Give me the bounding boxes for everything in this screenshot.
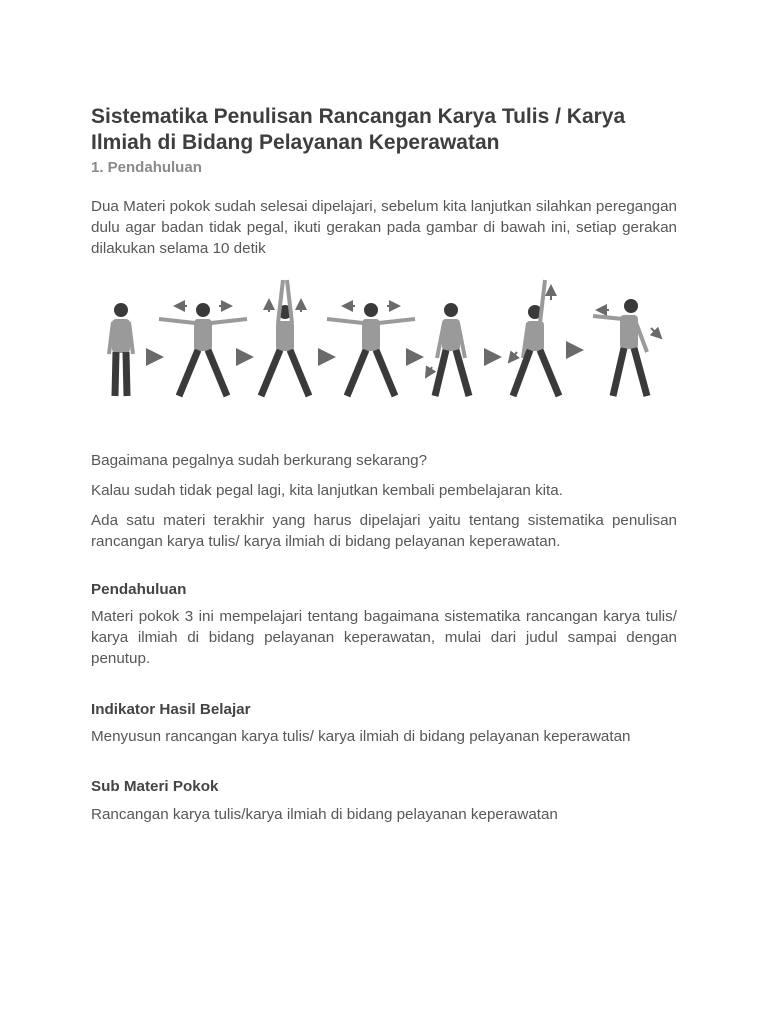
figure-arms-up bbox=[261, 280, 309, 396]
section-heading-pendahuluan: Pendahuluan bbox=[91, 581, 187, 598]
figure-arms-out bbox=[159, 303, 247, 396]
question-paragraph: Bagaimana pegalnya sudah berkurang sekarang? bbox=[91, 452, 428, 469]
section-body-pendahuluan: Materi pokok 3 ini mempelajari tentang bagaimana sistematika rancangan karya tulis/ karya ilmiah di bidang pelayanan keperawatan, mulai dari judul sampai dengan penutup. bbox=[91, 608, 677, 667]
section-body-indikator: Menyusun rancangan karya tulis/ karya ilmiah di bidang pelayanan keperawatan bbox=[91, 728, 631, 745]
figure-one-arm-up bbox=[513, 280, 559, 396]
figure-standing bbox=[109, 303, 133, 396]
document-subtitle: 1. Pendahuluan bbox=[91, 159, 202, 176]
continue-paragraph: Kalau sudah tidak pegal lagi, kita lanjutkan kembali pembelajaran kita. bbox=[91, 482, 563, 499]
intro-paragraph: Dua Materi pokok sudah selesai dipelajari, sebelum kita lanjutkan silahkan peregangan dulu agar badan tidak pegal, ikuti gerakan pada gambar di bawah ini, setiap gerakan dilakukan selama 10 detik bbox=[91, 198, 677, 257]
document-content bbox=[91, 104, 677, 825]
last-material-paragraph: Ada satu materi terakhir yang harus dipelajari yaitu tentang sistematika penulisan rancangan karya tulis/ karya ilmiah di bidang pelayanan keperawatan. bbox=[91, 512, 677, 550]
figure-arms-out-2 bbox=[327, 303, 415, 396]
figure-side-lean bbox=[435, 303, 469, 396]
stretching-illustration bbox=[99, 272, 685, 410]
section-heading-sub-materi: Sub Materi Pokok bbox=[91, 778, 219, 795]
document-title: Sistematika Penulisan Rancangan Karya Tulis / Karya Ilmiah di Bidang Pelayanan Keperawatan bbox=[91, 105, 626, 154]
stretching-figures-image bbox=[99, 272, 669, 410]
section-heading-indikator: Indikator Hasil Belajar bbox=[91, 701, 251, 718]
section-body-sub-materi: Rancangan karya tulis/karya ilmiah di bidang pelayanan keperawatan bbox=[91, 806, 558, 823]
figure-arm-forward bbox=[593, 299, 647, 396]
